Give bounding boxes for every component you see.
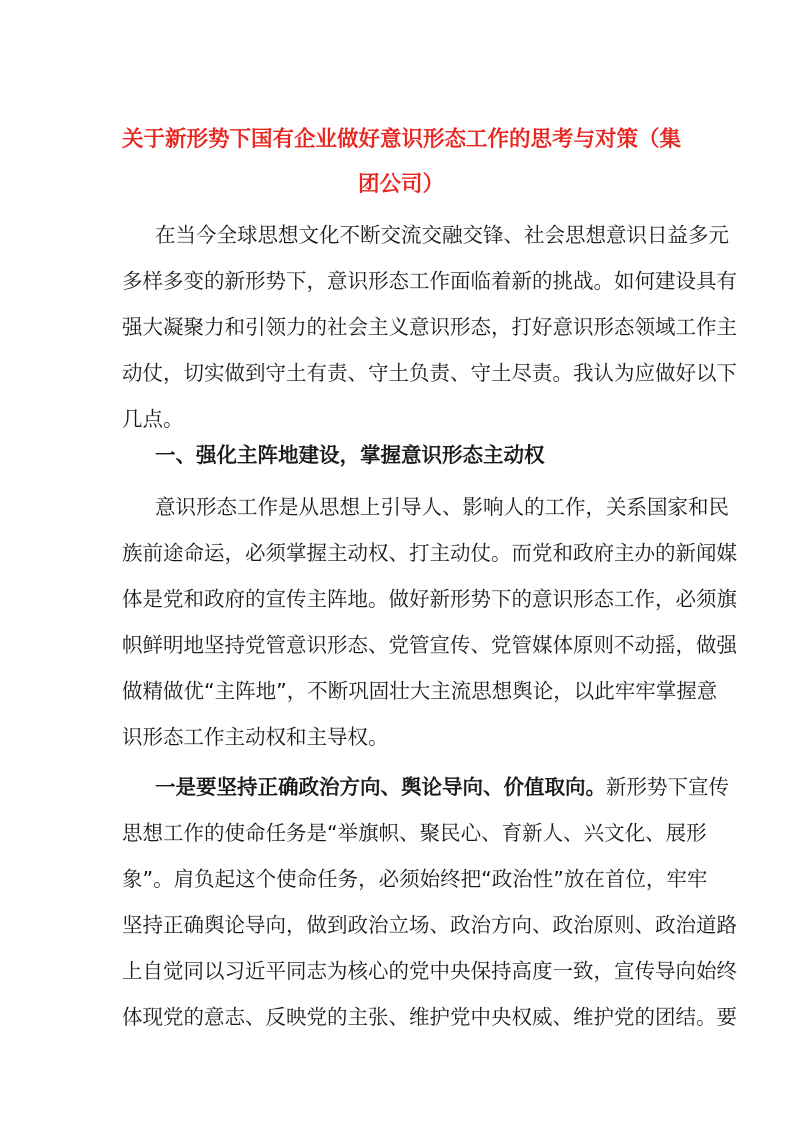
text-line: 帜鲜明地坚持党管意识形态、党管宣传、党管媒体原则不动摇，做强 [122,633,737,657]
intro-paragraph [122,212,737,442]
bold-lead: 一是要坚持正确政治方向、舆论导向、价值取向。 [155,775,606,799]
heading-text: 一、强化主阵地建设，掌握意识形态主动权 [155,443,545,467]
text-line: 意识形态工作是从思想上引导人、影响人的工作，关系国家和民 [155,495,729,519]
section-heading [122,432,680,478]
text-line: 族前途命运，必须掌握主动权、打主动仗。而党和政府主办的新闻媒 [122,541,737,565]
point-one-paragraph [122,764,737,1040]
text-line: 思想工作的使命任务是“举旗帜、聚民心、育新人、兴文化、展形 [122,821,707,845]
text-line: 象”。肩负起这个使命任务，必须始终把“政治性”放在首位，牢牢 [122,867,708,891]
document-title [122,117,680,207]
title-line: 关于新形势下国有企业做好意识形态工作的思考与对策（集 [122,127,682,152]
text-line [122,764,729,810]
section-paragraph [122,484,737,760]
text-line: 体是党和政府的宣传主阵地。做好新形势下的意识形态工作，必须旗 [122,587,737,611]
text-line: 体现党的意志、反映党的主张、维护党中央权威、维护党的团结。要 [122,1005,737,1029]
text-line: 在当今全球思想文化不断交流交融交锋、社会思想意识日益多元 [155,223,729,247]
lead-rest: 新形势下宣传 [606,775,729,799]
text-line: 上自觉同以习近平同志为核心的党中央保持高度一致，宣传导向始终 [122,959,737,983]
title-line: 团公司） [357,172,444,197]
text-line: 坚持正确舆论导向，做到政治立场、政治方向、政治原则、政治道路 [122,913,737,937]
text-line: 多样多变的新形势下，意识形态工作面临着新的挑战。如何建设具有 [122,269,737,293]
text-line: 几点。 [122,407,184,431]
text-line: 动仗，切实做到守土有责、守土负责、守土尽责。我认为应做好以下 [122,361,737,385]
text-line: 识形态工作主动权和主导权。 [122,725,389,749]
text-line: 强大凝聚力和引领力的社会主义意识形态，打好意识形态领域工作主 [122,315,737,339]
text-line: 做精做优“主阵地”，不断巩固壮大主流思想舆论，以此牢牢掌握意 [122,679,718,703]
